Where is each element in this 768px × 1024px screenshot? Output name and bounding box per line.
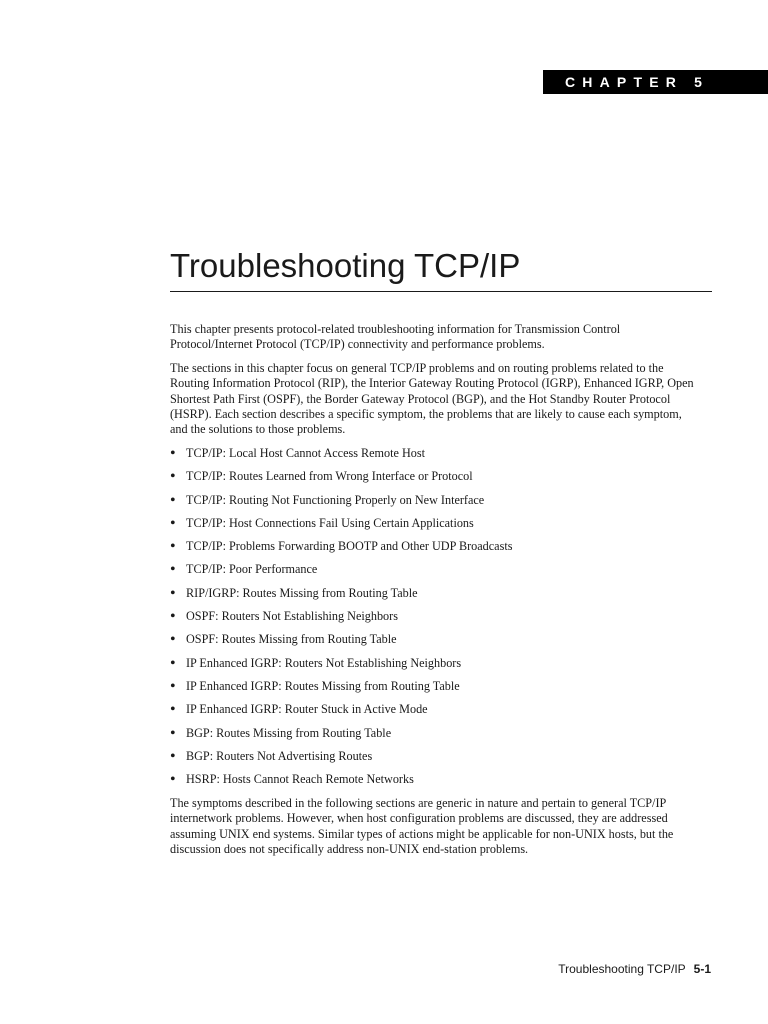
bullet-icon: •	[170, 724, 176, 742]
list-item-text: IP Enhanced IGRP: Router Stuck in Active Mode	[186, 702, 428, 717]
list-item	[170, 772, 700, 795]
page-title: Troubleshooting TCP/IP	[170, 247, 521, 284]
footer-page-number: 5-1	[693, 962, 711, 976]
bullet-icon: •	[170, 631, 176, 649]
list-item-text: OSPF: Routes Missing from Routing Table	[186, 632, 397, 647]
list-item-text: TCP/IP: Problems Forwarding BOOTP and Other UDP Broadcasts	[186, 539, 513, 554]
symptoms-paragraph: The symptoms described in the following sections are generic in nature and pertain to general TCP/IP internetwork problems. However, when host configuration problems are discussed, they are addressed assuming UNIX end systems. Similar types of actions might be applicable for non-UNIX hosts, but the discussion does not specifically address non-UNIX end-station problems.	[170, 796, 674, 856]
bullet-icon: •	[170, 514, 176, 532]
sections-paragraph: The sections in this chapter focus on general TCP/IP problems and on routing problems related to the Routing Information Protocol (RIP), the Interior Gateway Routing Protocol (IGRP), Enhanced IGRP, Open Shortest Path First (OSPF), the Border Gateway Protocol (BGP), and the Hot Standby Router Protocol (HSRP). Each section describes a specific symptom, the problems that are likely to cause each symptom, and the solutions to those problems.	[170, 361, 694, 437]
list-item-text: RIP/IGRP: Routes Missing from Routing Table	[186, 585, 418, 600]
list-item-text: BGP: Routers Not Advertising Routes	[186, 748, 373, 763]
list-item	[170, 609, 700, 632]
list-item	[170, 539, 700, 562]
page-footer	[558, 962, 711, 976]
list-item	[170, 726, 700, 749]
topic-list	[170, 446, 700, 795]
bullet-icon: •	[170, 584, 176, 602]
bullet-icon: •	[170, 608, 176, 626]
list-item-text: TCP/IP: Local Host Cannot Access Remote Host	[186, 446, 425, 460]
list-item-text: TCP/IP: Host Connections Fail Using Certain Applications	[186, 515, 474, 530]
intro-paragraph: This chapter presents protocol-related troubleshooting information for Transmission Control Protocol/Internet Protocol (TCP/IP) connectivity and performance problems.	[170, 322, 621, 352]
list-item	[170, 469, 700, 492]
list-item	[170, 516, 700, 539]
chapter-banner	[543, 70, 768, 94]
list-item	[170, 586, 700, 609]
list-item	[170, 679, 700, 702]
list-item	[170, 702, 700, 725]
bullet-icon: •	[170, 561, 176, 579]
bullet-icon: •	[170, 747, 176, 765]
list-item-text: HSRP: Hosts Cannot Reach Remote Networks	[186, 772, 414, 787]
list-item	[170, 632, 700, 655]
list-item	[170, 562, 700, 585]
footer-title: Troubleshooting TCP/IP	[558, 962, 686, 976]
list-item-text: TCP/IP: Routing Not Functioning Properly on New Interface	[186, 492, 485, 507]
title-divider	[170, 291, 712, 292]
list-item-text: IP Enhanced IGRP: Routes Missing from Routing Table	[186, 678, 460, 693]
bullet-icon: •	[170, 445, 176, 462]
bullet-icon: •	[170, 677, 176, 695]
bullet-icon: •	[170, 654, 176, 672]
bullet-icon: •	[170, 701, 176, 719]
list-item-text: IP Enhanced IGRP: Routers Not Establishing Neighbors	[186, 655, 462, 670]
bullet-icon: •	[170, 491, 176, 509]
chapter-label: CHAPTER 5	[565, 74, 710, 90]
bullet-icon: •	[170, 771, 176, 789]
list-item-text: OSPF: Routers Not Establishing Neighbors	[186, 609, 398, 624]
list-item	[170, 493, 700, 516]
list-item	[170, 446, 700, 469]
list-item-text: BGP: Routes Missing from Routing Table	[186, 725, 392, 740]
bullet-icon: •	[170, 538, 176, 556]
list-item	[170, 749, 700, 772]
list-item-text: TCP/IP: Routes Learned from Wrong Interface or Protocol	[186, 469, 473, 484]
bullet-icon: •	[170, 468, 176, 486]
list-item-text: TCP/IP: Poor Performance	[186, 562, 318, 577]
list-item	[170, 656, 700, 679]
